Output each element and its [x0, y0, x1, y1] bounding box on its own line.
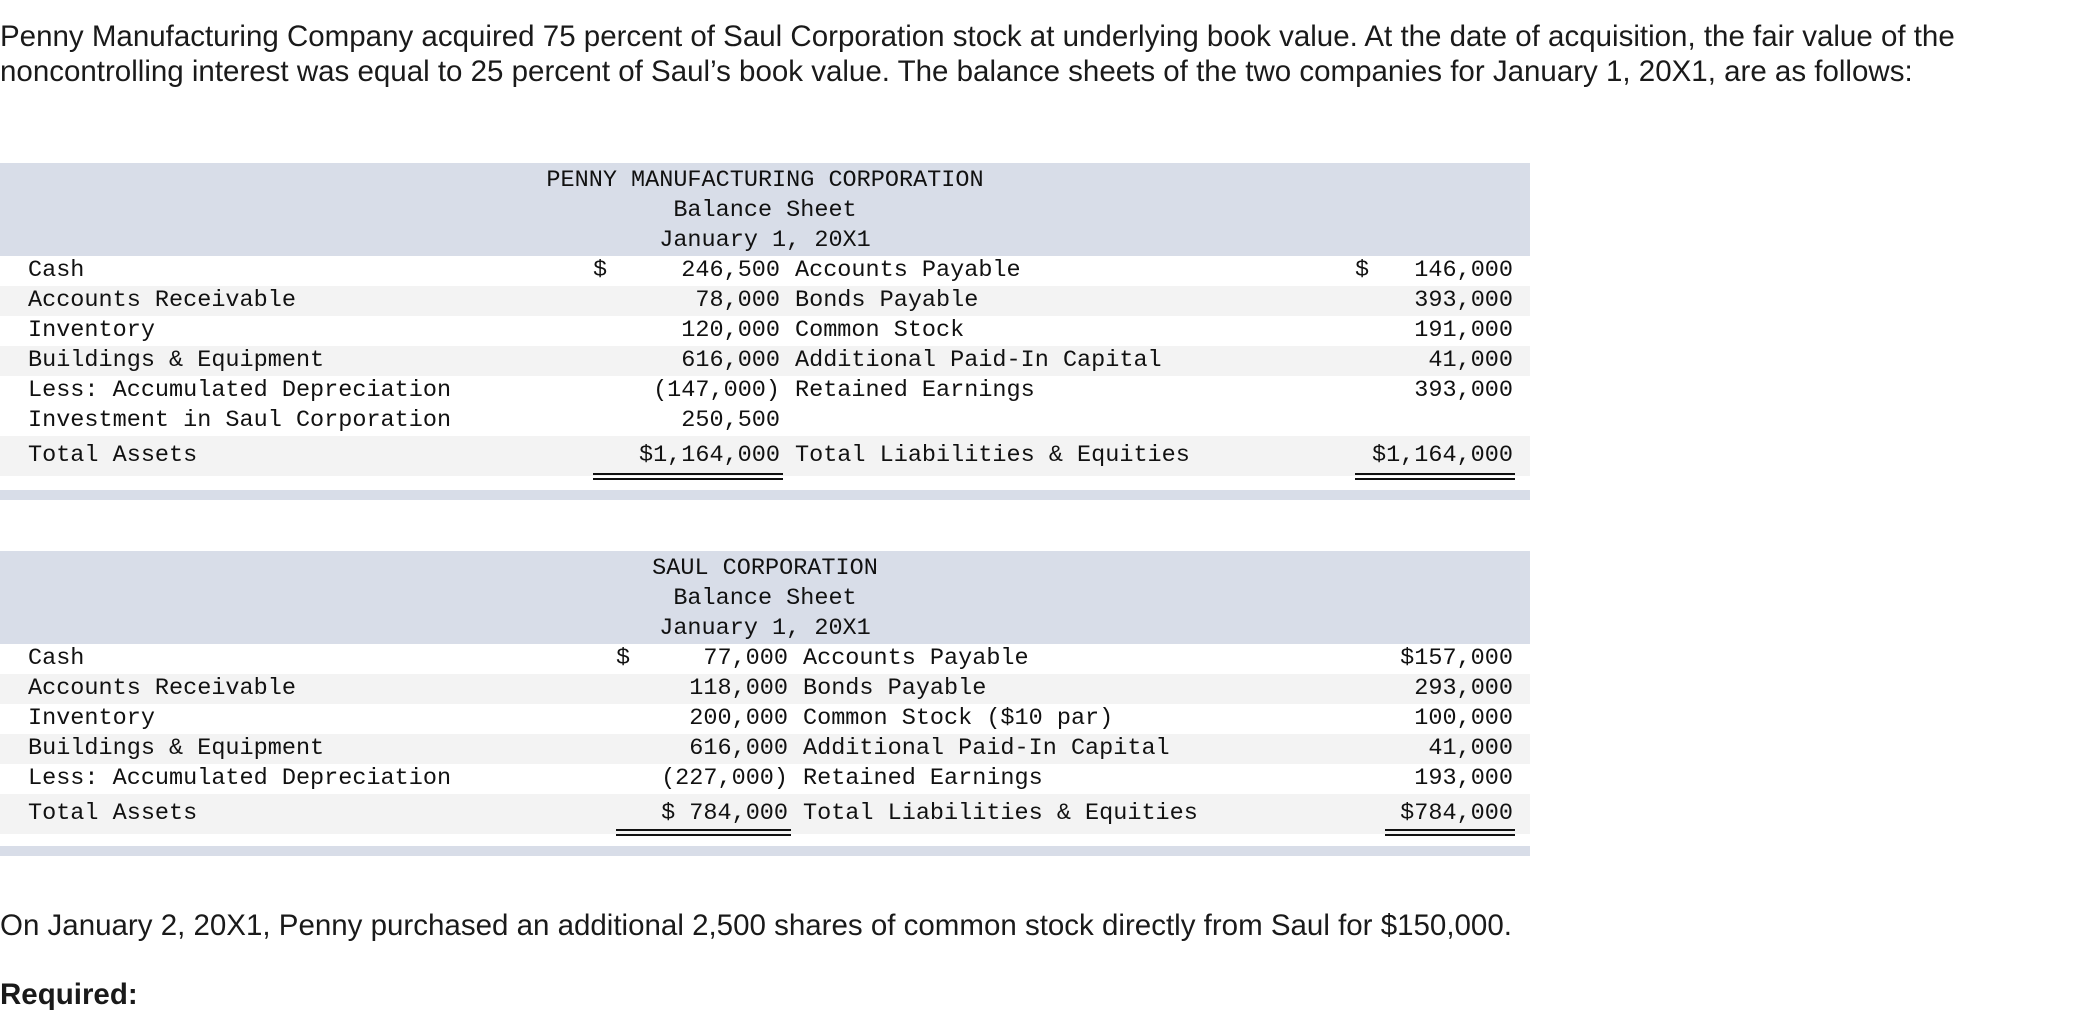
table-row [0, 286, 1530, 316]
table-row [0, 704, 1530, 734]
saul-balance-sheet [0, 551, 1530, 856]
asset-value: 200,000 [689, 705, 788, 732]
double-underline [1385, 829, 1515, 836]
asset-value: (147,000) [653, 377, 780, 404]
total-assets-value: $ 784,000 [661, 800, 788, 827]
total-row [0, 436, 1530, 476]
asset-label: Buildings & Equipment [28, 347, 325, 374]
penny-balance-sheet [0, 163, 1530, 500]
liability-label: Accounts Payable [803, 645, 1029, 672]
total-le-label: Total Liabilities & Equities [803, 800, 1198, 827]
asset-label: Less: Accumulated Depreciation [28, 765, 452, 792]
liability-label: Additional Paid-In Capital [795, 347, 1162, 374]
asset-value: 77,000 [703, 645, 788, 672]
liability-value: 193,000 [1414, 765, 1513, 792]
double-underline [1355, 473, 1515, 480]
table-row [0, 406, 1530, 436]
asset-label: Inventory [28, 317, 155, 344]
table-row [0, 316, 1530, 346]
followup-paragraph: On January 2, 20X1, Penny purchased an additional 2,500 shares of common stock directly from Saul for $150,000. [0, 909, 1512, 942]
liability-label: Additional Paid-In Capital [803, 735, 1170, 762]
saul-statement-date: January 1, 20X1 [659, 615, 871, 642]
asset-label: Buildings & Equipment [28, 735, 325, 762]
currency-symbol: $ [616, 645, 631, 672]
table-row [0, 644, 1530, 674]
total-row [0, 794, 1530, 834]
asset-label: Inventory [28, 705, 155, 732]
total-assets-value: $1,164,000 [638, 442, 780, 469]
liability-label: Retained Earnings [803, 765, 1043, 792]
table-row [0, 764, 1530, 794]
penny-statement-date: January 1, 20X1 [659, 227, 871, 254]
asset-value: 120,000 [681, 317, 780, 344]
liability-value: 146,000 [1414, 257, 1513, 284]
liability-label: Bonds Payable [803, 675, 987, 702]
asset-label: Accounts Receivable [28, 287, 296, 314]
liability-value: 393,000 [1414, 377, 1513, 404]
asset-label: Cash [28, 645, 85, 672]
total-assets-label: Total Assets [28, 800, 198, 827]
total-le-label: Total Liabilities & Equities [795, 442, 1190, 469]
penny-statement-title: Balance Sheet [673, 197, 857, 224]
liability-label: Bonds Payable [795, 287, 979, 314]
double-underline [593, 473, 783, 480]
total-le-value: $784,000 [1400, 800, 1513, 827]
asset-label: Investment in Saul Corporation [28, 407, 452, 434]
saul-company-name: SAUL CORPORATION [652, 555, 878, 582]
asset-label: Accounts Receivable [28, 675, 296, 702]
asset-value: 246,500 [681, 257, 780, 284]
liability-label: Accounts Payable [795, 257, 1021, 284]
saul-statement-title: Balance Sheet [673, 585, 857, 612]
liability-label: Common Stock [795, 317, 965, 344]
liability-label: Common Stock ($10 par) [803, 705, 1114, 732]
total-assets-label: Total Assets [28, 442, 198, 469]
table-footer-bar [0, 490, 1530, 500]
intro-paragraph: Penny Manufacturing Company acquired 75 percent of Saul Corporation stock at underlying book value. At the date of acquisition, the fair value of the noncontrolling interest was equal to 25 percent of Saul’s book value. The balance sheets of the two companies for January 1, 20X1, are as follows: [0, 20, 1955, 88]
asset-value: 78,000 [695, 287, 780, 314]
liability-value: 191,000 [1414, 317, 1513, 344]
penny-company-name: PENNY MANUFACTURING CORPORATION [546, 167, 984, 194]
penny-header [0, 163, 1530, 256]
asset-value: 616,000 [689, 735, 788, 762]
asset-label: Less: Accumulated Depreciation [28, 377, 452, 404]
liability-value: 41,000 [1428, 347, 1513, 374]
liability-label: Retained Earnings [795, 377, 1035, 404]
double-underline [616, 829, 791, 836]
currency-symbol: $ [1355, 257, 1370, 284]
liability-value: 393,000 [1414, 287, 1513, 314]
required-heading: Required: [0, 978, 138, 1011]
liability-value: 41,000 [1428, 735, 1513, 762]
asset-value: (227,000) [661, 765, 788, 792]
liability-value: 100,000 [1414, 705, 1513, 732]
table-row [0, 376, 1530, 406]
table-row [0, 734, 1530, 764]
table-row [0, 256, 1530, 286]
asset-value: 250,500 [681, 407, 780, 434]
table-footer-bar [0, 846, 1530, 856]
table-row [0, 674, 1530, 704]
liability-value: 293,000 [1414, 675, 1513, 702]
saul-header [0, 551, 1530, 644]
asset-value: 616,000 [681, 347, 780, 374]
table-row [0, 346, 1530, 376]
currency-symbol: $ [593, 257, 608, 284]
asset-label: Cash [28, 257, 85, 284]
asset-value: 118,000 [689, 675, 788, 702]
total-le-value: $1,164,000 [1371, 442, 1513, 469]
liability-value: $157,000 [1400, 645, 1513, 672]
